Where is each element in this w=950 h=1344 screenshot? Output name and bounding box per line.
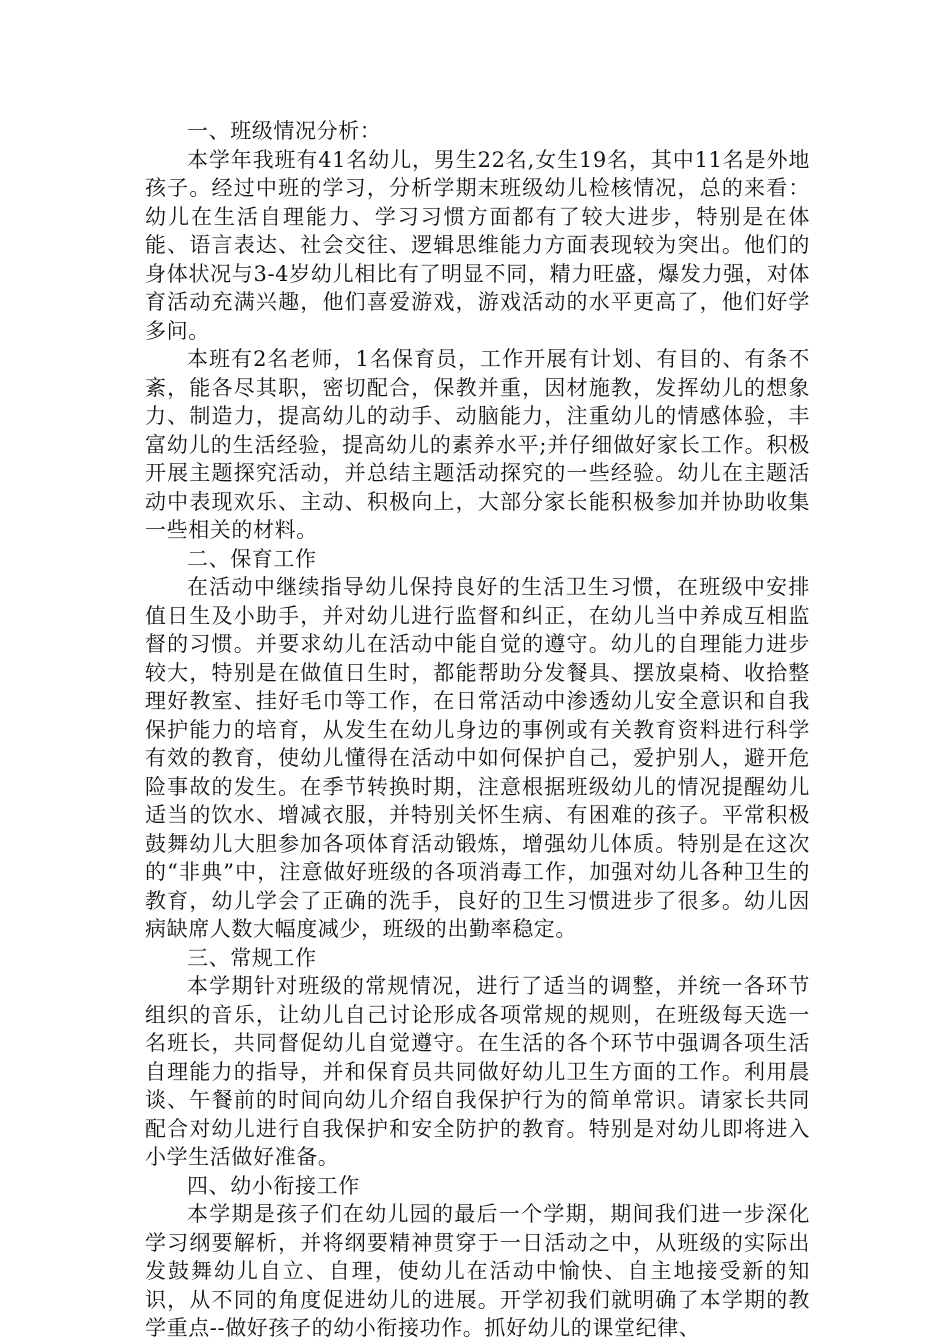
paragraph: 本学期是孩子们在幼儿园的最后一个学期，期间我们进一步深化学习纲要解析，并将纲要精神贯穿于一日活动之中，从班级的实际出发鼓舞幼儿自立、自理，使幼儿在活动中愉快、自主地接受新的知识，从不同的角度促进幼儿的进展。开学初我们就明确了本学期的教学重点--做好孩子的幼小衔接功作。抓好幼儿的课堂纪律、 [145, 1202, 810, 1340]
section-heading: 四、幼小衔接工作 [187, 1173, 360, 1198]
paragraph: 本班有2名老师，1名保育员，工作开展有计划、有目的、有条不紊，能各尽其职，密切配合，保教并重，因材施教，发挥幼儿的想象力、制造力，提高幼儿的动手、动脑能力，注重幼儿的情感体验，丰富幼儿的生活经验，提高幼儿的素养水平;并仔细做好家长工作。积极开展主题探究活动，并总结主题活动探究的一些经验。幼儿在主题活动中表现欢乐、主动、积极向上，大部分家长能积极参加并协助收集一些相关的材料。 [145, 347, 810, 542]
paragraph: 本学年我班有41名幼儿，男生22名,女生19名，其中11名是外地孩子。经过中班的学习，分析学期末班级幼儿检核情况，总的来看：幼儿在生活自理能力、学习习惯方面都有了较大进步，特别是在体能、语言表达、社会交往、逻辑思维能力方面表现较为突出。他们的身体状况与3-4岁幼儿相比有了明显不同，精力旺盛，爆发力强，对体育活动充满兴趣，他们喜爱游戏，游戏活动的水平更高了，他们好学多问。 [145, 147, 810, 343]
paragraph: 在活动中继续指导幼儿保持良好的生活卫生习惯，在班级中安排值日生及小助手，并对幼儿进行监督和纠正，在幼儿当中养成互相监督的习惯。并要求幼儿在活动中能自觉的遵守。幼儿的自理能力进步较大，特别是在做值日生时，都能帮助分发餐具、摆放桌椅、收拾整理好教室、挂好毛巾等工作，在日常活动中渗透幼儿安全意识和自我保护能力的培育，从发生在幼儿身边的事例或有关教育资料进行科学有效的教育，使幼儿懂得在活动中如何保护自己，爱护别人，避开危险事故的发生。在季节转换时期，注意根据班级幼儿的情况提醒幼儿适当的饮水、增减衣服，并特别关怀生病、有困难的孩子。平常积极鼓舞幼儿大胆参加各项体育活动锻炼，增强幼儿体质。特别是在这次的“非典”中，注意做好班级的各项消毒工作，加强对幼儿各种卫生的教育，幼儿学会了正确的洗手，良好的卫生习惯进步了很多。幼儿因病缺席人数大幅度减少，班级的出勤率稳定。 [145, 575, 810, 941]
paragraph: 本学期针对班级的常规情况，进行了适当的调整，并统一各环节组织的音乐，让幼儿自己讨论形成各项常规的规则，在班级每天选一名班长，共同督促幼儿自觉遵守。在生活的各个环节中强调各项生活自理能力的指导，并和保育员共同做好幼儿卫生方面的工作。利用晨谈、午餐前的时间向幼儿介绍自我保护行为的简单常识。请家长共同配合对幼儿进行自我保护和安全防护的教育。特别是对幼儿即将进入小学生活做好准备。 [145, 974, 810, 1169]
section-heading: 二、保育工作 [187, 546, 317, 571]
document-body [145, 117, 810, 1343]
section-heading: 一、班级情况分析： [187, 119, 382, 143]
section-heading: 三、常规工作 [187, 945, 317, 970]
